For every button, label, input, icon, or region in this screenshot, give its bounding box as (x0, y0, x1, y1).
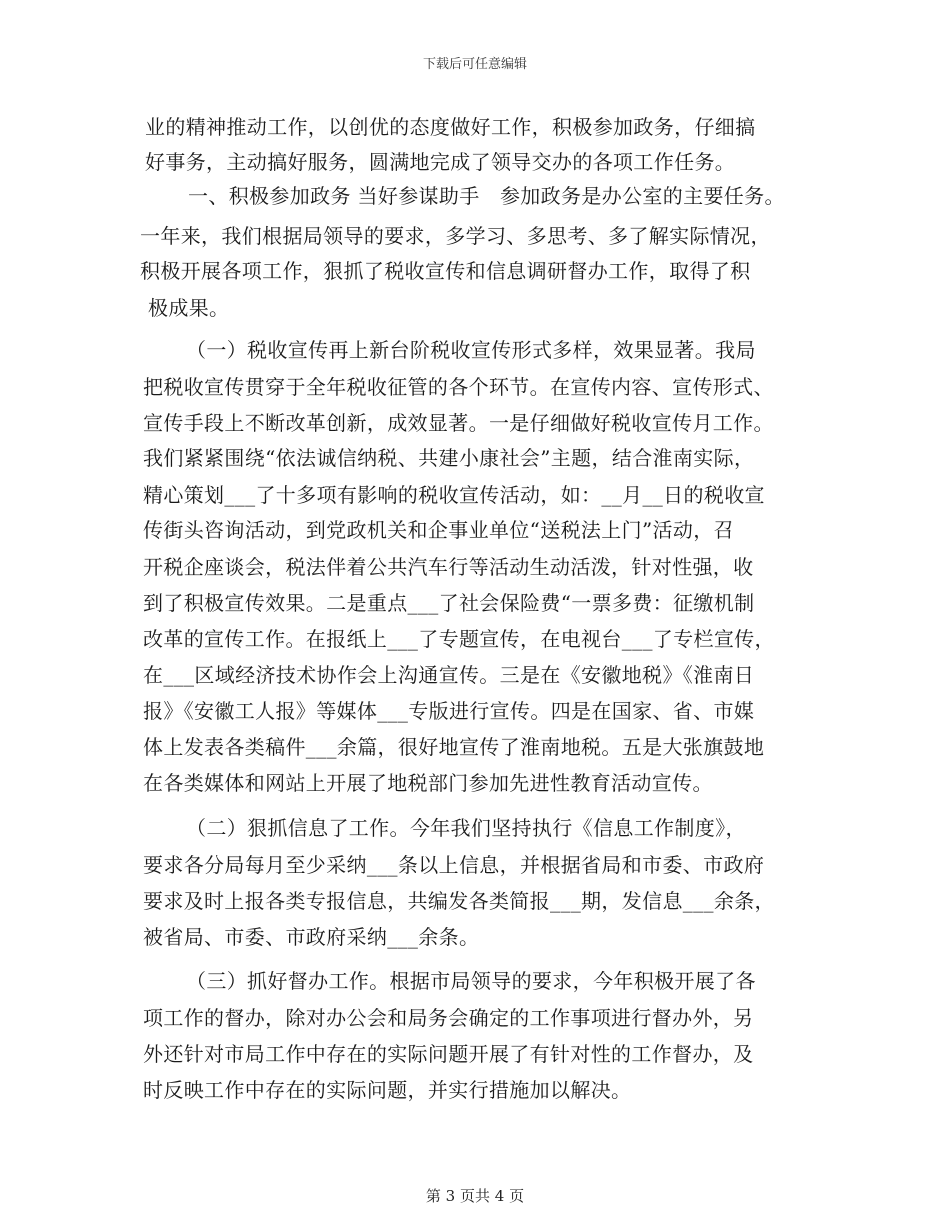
body-line: 极成果。 (148, 296, 230, 320)
body-line: 时反映工作中存在的实际问题，并实行措施加以解决。 (143, 1078, 632, 1102)
body-line: 在各类媒体和网站上开展了地税部门参加先进性教育活动宣传。 (143, 771, 713, 795)
section-heading-line: 一、积极参加政务 当好参谋助手 参加政务是办公室的主要任务。 (188, 184, 785, 208)
subsection-heading-line: （一）税收宣传再上新台阶税收宣传形式多样，效果显著。我局 (186, 338, 756, 362)
body-line: 宣传手段上不断改革创新，成效显著。一是仔细做好税收宣传月工作。 (143, 411, 774, 435)
body-line: 积极开展各项工作，狠抓了税收宣传和信息调研督办工作，取得了积 (140, 259, 751, 283)
page-footer: 第 3 页共 4 页 (425, 1187, 525, 1205)
body-line: 在___区域经济技术协作会上沟通宣传。三是在《安徽地税》《淮南日 (143, 663, 755, 687)
body-line: 改革的宣传工作。在报纸上___了专题宣传，在电视台___了专栏宣传， (143, 627, 775, 651)
page-header: 下载后可任意编辑 (422, 57, 527, 72)
body-line: 到了积极宣传效果。二是重点___了社会保险费“一票多费：征缴机制 (143, 591, 755, 615)
body-line: 要求各分局每月至少采纳___条以上信息，并根据省局和市委、市政府 (143, 853, 765, 877)
body-line: 我们紧紧围绕“依法诚信纳税、共建小康社会”主题，结合淮南实际， (143, 446, 755, 470)
body-line: 一年来，我们根据局领导的要求，多学习、多思考、多了解实际情况， (140, 224, 771, 248)
body-line: 被省局、市委、市政府采纳___余条。 (143, 925, 480, 949)
body-line: 外还针对市局工作中存在的实际问题开展了有针对性的工作督办，及 (143, 1042, 754, 1066)
body-line: 报》《安徽工人报》等媒体___专版进行宣传。四是在国家、省、市媒 (143, 699, 755, 723)
subsection-heading-line: （二）狠抓信息了工作。今年我们坚持执行《信息工作制度》， (186, 816, 746, 840)
subsection-heading-line: （三）抓好督办工作。根据市局领导的要求，今年积极开展了各 (186, 969, 756, 993)
body-line: 传街头咨询活动，到党政机关和企事业单位“送税法上门”活动，召 (143, 518, 734, 542)
body-line: 精心策划___了十多项有影响的税收宣传活动，如：__月__日的税收宣 (143, 483, 765, 507)
body-line: 业的精神推动工作，以创优的态度做好工作，积极参加政务，仔细搞 (145, 115, 756, 139)
body-line: 开税企座谈会，税法伴着公共汽车行等活动生动活泼，针对性强，收 (143, 555, 754, 579)
body-line: 要求及时上报各类专报信息，共编发各类简报___期，发信息___余条， (143, 889, 775, 913)
body-line: 好事务，主动搞好服务，圆满地完成了领导交办的各项工作任务。 (145, 150, 736, 174)
body-line: 项工作的督办，除对办公会和局务会确定的工作事项进行督办外，另 (143, 1006, 754, 1030)
body-line: 把税收宣传贯穿于全年税收征管的各个环节。在宣传内容、宣传形式、 (143, 375, 774, 399)
body-line: 体上发表各类稿件___余篇，很好地宣传了淮南地税。五是大张旗鼓地 (143, 735, 765, 759)
